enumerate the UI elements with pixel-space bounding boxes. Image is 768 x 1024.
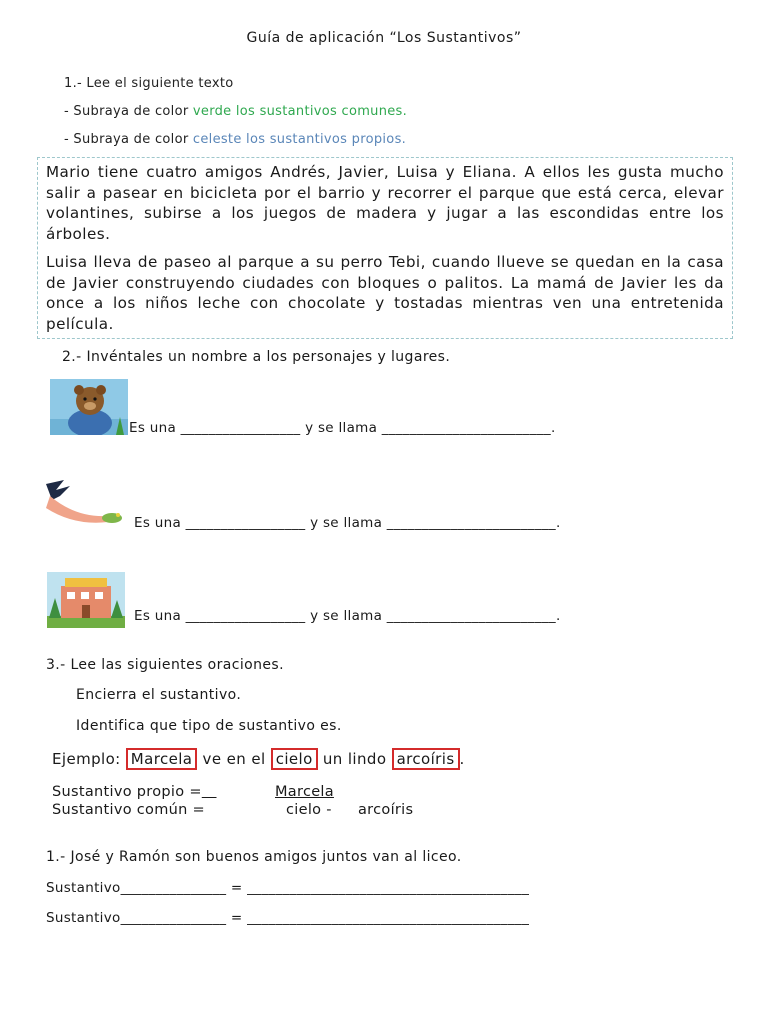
comun-value-1: cielo - xyxy=(286,802,332,818)
reading-paragraph-1: Mario tiene cuatro amigos Andrés, Javier, Luisa y Eliana. A ellos les gusta mucho salir a pasear en bicicleta por el barrio y recorrer el parque que está cerca, elevar volantines, subirse a los juegos de madera y jugar a las escondidas entre los árboles. xyxy=(46,163,724,243)
school-picture xyxy=(47,572,125,628)
example-end: . xyxy=(459,750,465,768)
exercise-1-sentence: 1.- José y Ramón son buenos amigos juntos van al liceo. xyxy=(46,849,462,865)
bear-picture xyxy=(50,379,128,435)
reading-paragraph-2: Luisa lleva de paseo al parque a su perro Tebi, cuando llueve se quedan en la casa de Javier construyendo ciudades con bloques o palitos. La mamá de Javier les da once a los niños leche con chocolate y tostadas mientras ven una entretenida película. xyxy=(46,253,724,333)
propio-value: Marcela xyxy=(275,784,334,800)
exercise-1-answer-line-1[interactable]: Sustantivo_______________ = ________________________________________ xyxy=(46,880,530,896)
instruction-blue xyxy=(64,132,406,147)
comun-value-2: arcoíris xyxy=(358,802,414,818)
example-word-cielo: cielo xyxy=(271,748,318,770)
example-text-2: un lindo xyxy=(317,750,392,768)
example-sentence xyxy=(52,748,465,770)
exercise-1-answer-line-2[interactable]: Sustantivo_______________ = ________________________________________ xyxy=(46,910,530,926)
example-text-1: ve en el xyxy=(197,750,271,768)
section-3-heading: 3.- Lee las siguientes oraciones. xyxy=(46,657,284,673)
instruction-blue-emphasis: celeste los sustantivos propios. xyxy=(192,132,407,147)
fill-line-2[interactable]: Es una _________________ y se llama ________________________. xyxy=(134,515,561,531)
reading-text-box xyxy=(37,157,733,339)
fill-line-1[interactable]: Es una _________________ y se llama ________________________. xyxy=(129,420,556,436)
page-title: Guía de aplicación “Los Sustantivos” xyxy=(246,30,522,46)
section-3-instruction-1: Encierra el sustantivo. xyxy=(76,687,242,703)
section-2-heading: 2.- Invéntales un nombre a los personajes y lugares. xyxy=(62,349,451,365)
instruction-green-emphasis: verde los sustantivos comunes. xyxy=(192,104,408,119)
hand-frog-picture xyxy=(46,478,124,534)
instruction-green-prefix: - Subraya de color xyxy=(64,104,193,119)
instruction-step-1: 1.- Lee el siguiente texto xyxy=(64,76,234,91)
comun-label: Sustantivo común = xyxy=(52,802,205,818)
propio-blank xyxy=(202,784,217,800)
instruction-green xyxy=(64,104,407,119)
example-label: Ejemplo: xyxy=(52,750,126,768)
fill-line-3[interactable]: Es una _________________ y se llama ________________________. xyxy=(134,608,561,624)
section-3-instruction-2: Identifica que tipo de sustantivo es. xyxy=(76,718,342,734)
example-word-arcoiris: arcoíris xyxy=(392,748,460,770)
example-propio-line xyxy=(52,784,217,800)
instruction-blue-prefix: - Subraya de color xyxy=(64,132,193,147)
example-word-marcela: Marcela xyxy=(126,748,198,770)
propio-label: Sustantivo propio = xyxy=(52,784,202,800)
